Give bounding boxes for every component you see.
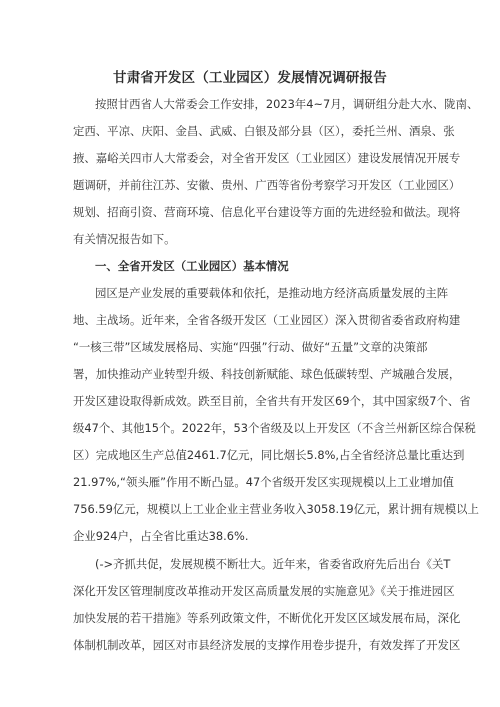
paragraph-line: (->齐抓共促，发展规模不断壮大。近年来，省委省政府先后出台《关T: [95, 557, 451, 571]
paragraph-line: 深化开发区管理制度改革推动开发区高质量发展的实施意见》《关于推进园区: [73, 584, 455, 598]
paragraph-line: 定西、平凉、庆阳、金昌、武威、白银及部分县（区），委托兰州、酒泉、张: [73, 124, 455, 138]
paragraph-line: 级47个、其他15个。2022年，53个省级及以上开发区（不含兰州新区综合保税: [73, 421, 476, 435]
paragraph-line: 体制机制改革，园区对市县经济发展的支撑作用卷步提升，有效发挥了开发区: [73, 638, 461, 652]
paragraph-line: 按照甘西省人大常委会工作安排，2023年4~7月，调研组分赴大水、陇南、: [95, 97, 479, 111]
paragraph-line: 开发区建设取得新成效。跌至目前，全省共有开发区69个，其中国家级7个、省: [73, 394, 471, 408]
paragraph-line: 掖、嘉峪关四市人大常委会，对全省开发区（工业园区）建设发展情况开展专: [73, 151, 461, 165]
paragraph-line: 题调研，并前往江苏、安徽、贵州、广西等省份考察学习开发区（工业园区）: [73, 178, 461, 192]
paragraph-line: 756.59亿元，规模以上工业企业主营业务收入3058.19亿元，累计拥有规模以上: [73, 502, 479, 516]
paragraph-line: 署，加快推动产业转型升级、科技创新赋能、球色低碳转型、产城融合发展，: [73, 367, 461, 381]
paragraph-line: 有关情况报告如下。: [73, 232, 176, 246]
section-heading: 一、全省开发区（工业园区）基本情况: [95, 259, 289, 273]
paragraph-line: 21.97%,“领头雁”作用不断凸显。47个省级开发区实现规模以上工业增加值: [73, 475, 454, 489]
paragraph-line: 园区是产业发展的重要载体和依托，是推动地方经济高质量发展的主阵: [95, 286, 449, 300]
paragraph-line: 地、主战场。近年来，全省各级开发区（工业园区）深入贯彻省委省政府构建: [73, 313, 461, 327]
paragraph-line: 区）完成地区生产总值2461.7亿元，同比烟长5.8%,占全省经济总量比重达到: [73, 448, 465, 462]
paragraph-line: 加快发展的若干措施》等系列政策文件，不断优化开发区区域发展布局，深化: [73, 611, 461, 625]
paragraph-line: 规划、招商引资、营商环境、信息化平台建设等方面的先进经验和做法。现将: [73, 205, 461, 219]
document-title: 甘肃省开发区（工业园区）发展情况调研报告: [113, 70, 387, 86]
paragraph-line: 企业924户，占全省比重达38.6%.: [73, 529, 249, 543]
paragraph-line: “一核三带”区域发展格局、实施“四强”行动、做好“五量”文章的决策部: [73, 340, 428, 354]
